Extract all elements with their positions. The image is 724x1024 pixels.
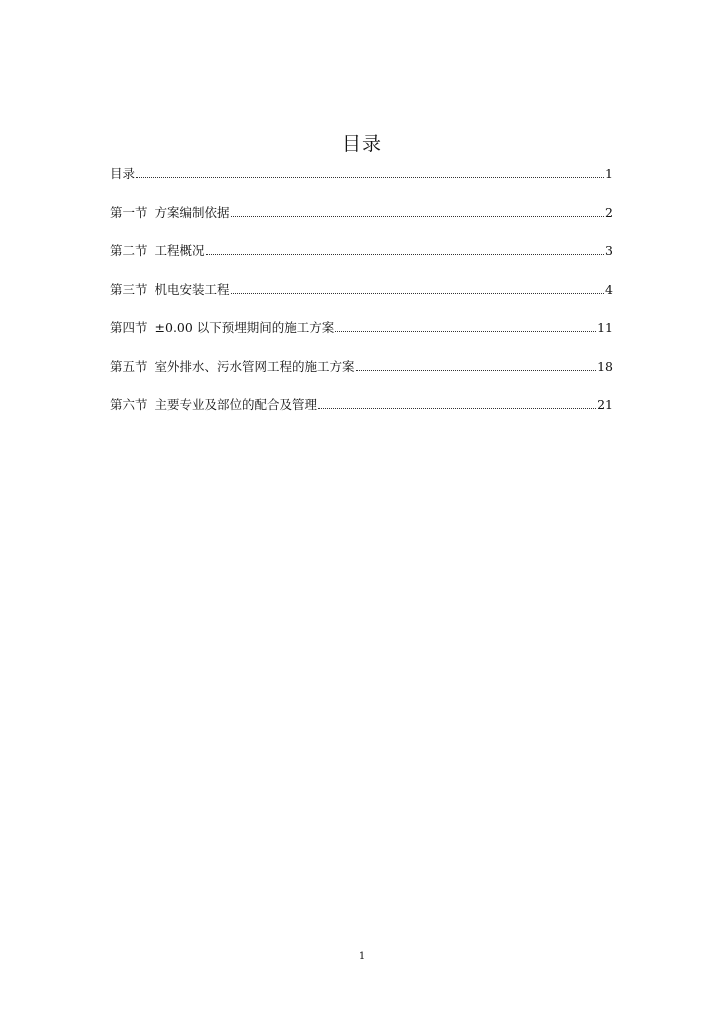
toc-entry-section-6[interactable] (110, 395, 613, 415)
toc-entry-section: 第一节 (110, 204, 148, 220)
toc-dot-leader (206, 254, 605, 255)
toc-entry-label (110, 318, 334, 338)
toc-entry-page: 11 (597, 320, 613, 335)
toc-entry-title: 机电安装工程 (154, 281, 230, 297)
toc-entry-title: 主要专业及部位的配合及管理 (154, 397, 318, 412)
toc-entry-label (110, 241, 205, 261)
toc-entry-page: 21 (597, 397, 613, 412)
toc-entry-title: 工程概况 (154, 243, 205, 258)
toc-entry-section: 第二节 (110, 243, 148, 258)
toc-entry-label (110, 203, 230, 223)
toc-entry-section-2[interactable] (110, 241, 613, 261)
toc-entry-section-3[interactable] (110, 280, 613, 300)
toc-dot-leader (231, 293, 605, 294)
toc-entry-page: 4 (605, 281, 613, 297)
toc-title: 目录 (341, 133, 382, 155)
toc-dot-leader (356, 370, 597, 371)
toc-entry-contents[interactable] (110, 164, 613, 184)
toc-dot-leader (318, 408, 596, 409)
toc-dot-leader (335, 331, 596, 332)
toc-entry-label (110, 357, 355, 377)
toc-entry-page: 18 (597, 358, 613, 374)
toc-entry-title: 目录 (110, 166, 136, 181)
toc-entry-section-1[interactable] (110, 203, 613, 223)
toc-entry-section-4[interactable] (110, 318, 613, 338)
toc-entry-section: 第四节 (110, 320, 148, 335)
toc-dot-leader (136, 177, 604, 178)
toc-entry-section: 第三节 (110, 281, 148, 297)
page-number: 1 (358, 951, 366, 962)
toc-entry-title: 方案编制依据 (154, 204, 230, 220)
toc-list (110, 164, 613, 415)
toc-entry-label (110, 164, 135, 184)
toc-entry-section-5[interactable] (110, 357, 613, 377)
toc-entry-page: 1 (605, 166, 613, 181)
toc-dot-leader (231, 216, 605, 217)
toc-entry-section: 第六节 (110, 397, 148, 412)
toc-entry-title: 室外排水、污水管网工程的施工方案 (154, 358, 355, 374)
toc-entry-label (110, 395, 317, 415)
toc-entry-page: 3 (605, 243, 613, 258)
toc-entry-title: ±0.00 以下预埋期间的施工方案 (154, 320, 335, 335)
toc-entry-label (110, 280, 230, 300)
toc-entry-page: 2 (605, 204, 613, 220)
toc-entry-section: 第五节 (110, 358, 148, 374)
